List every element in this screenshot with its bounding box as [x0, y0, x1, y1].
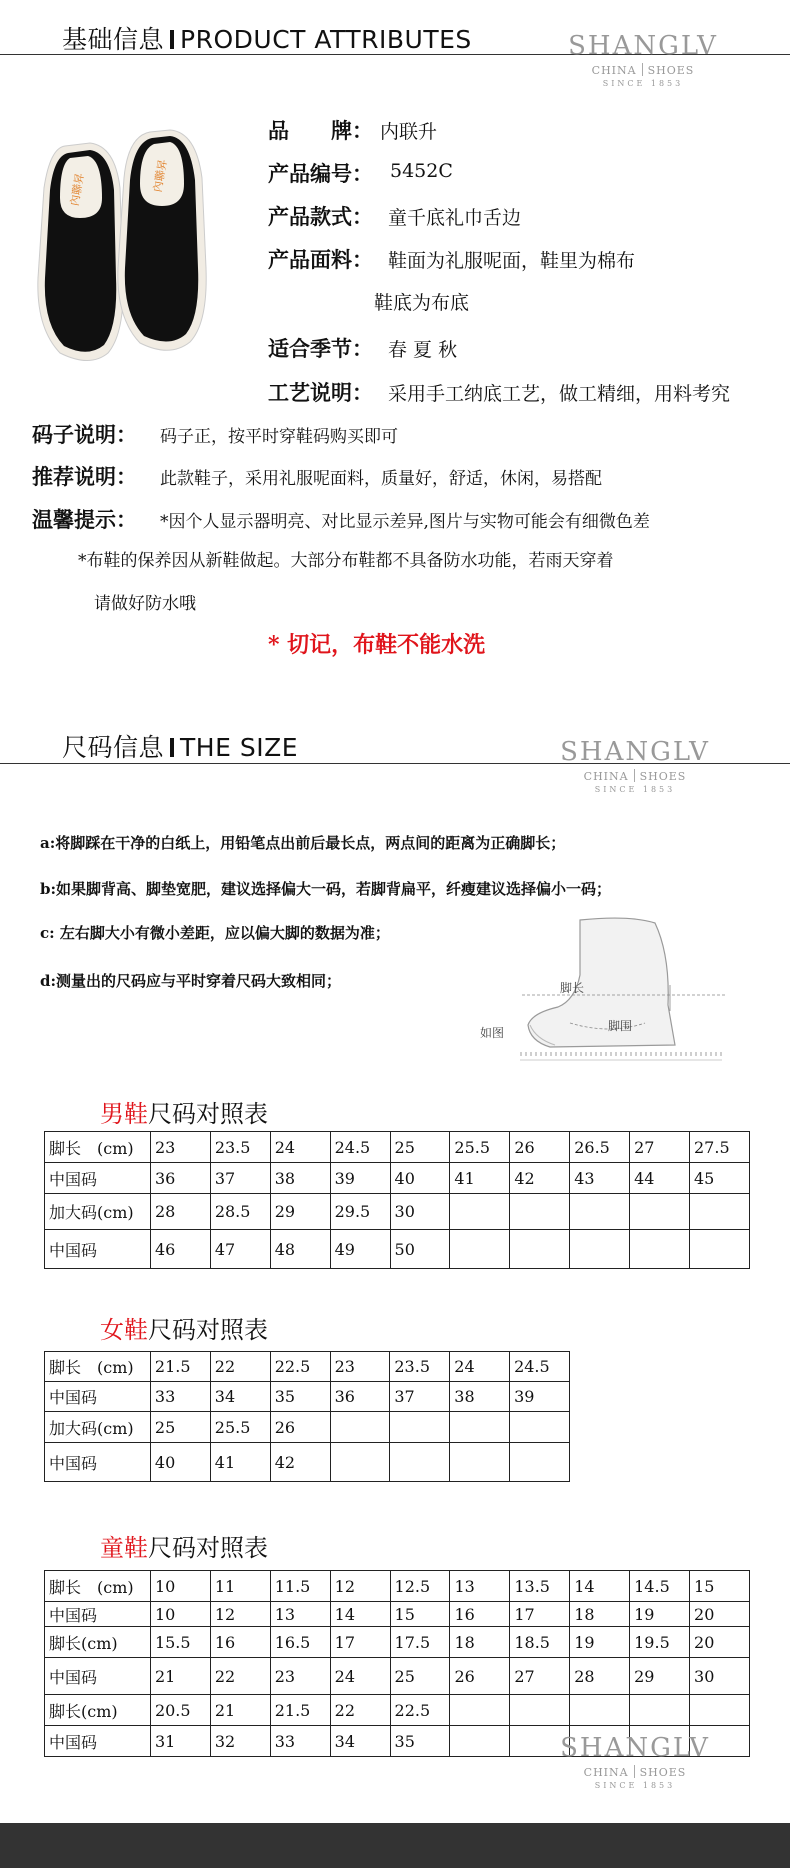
- logo-name: SHANGLV: [560, 737, 710, 767]
- table-cell: 47: [210, 1230, 270, 1269]
- table-cell: 19: [570, 1627, 630, 1658]
- table-cell: 35: [270, 1382, 330, 1412]
- table-cell: 21: [150, 1658, 210, 1695]
- table-cell: 40: [150, 1443, 210, 1482]
- table-cell: 17: [330, 1627, 390, 1658]
- table-row: [45, 1695, 750, 1726]
- women-size-table: [44, 1351, 570, 1482]
- table-cell: 23: [150, 1132, 210, 1163]
- logo-name: SHANGLV: [568, 31, 718, 61]
- table-cell: 33: [270, 1726, 330, 1757]
- table-cell: 46: [150, 1230, 210, 1269]
- attr-brand-label: 品 牌：: [268, 118, 373, 143]
- foot-diagram: [470, 915, 730, 1065]
- attr-material-value2: 鞋底为布底: [374, 292, 470, 314]
- table-cell: [630, 1194, 690, 1230]
- table-cell: 41: [450, 1163, 510, 1194]
- logo-right: SHOES: [639, 1766, 687, 1779]
- table-cell: 21.5: [150, 1352, 210, 1382]
- table-cell: 44: [630, 1163, 690, 1194]
- logo-since: SINCE 1853: [594, 785, 676, 794]
- table-cell: [570, 1194, 630, 1230]
- attr-code-value: 5452C: [390, 160, 453, 182]
- table-cell: 40: [390, 1163, 450, 1194]
- brand-logo: [560, 738, 710, 795]
- table-cell: 37: [210, 1163, 270, 1194]
- logo-since: SINCE 1853: [602, 79, 684, 88]
- table-cell: 31: [150, 1726, 210, 1757]
- table-cell: 20.5: [150, 1695, 210, 1726]
- table-cell: 24.5: [330, 1132, 390, 1163]
- table-cell: 27.5: [690, 1132, 750, 1163]
- size-note-label: 码子说明：: [32, 422, 137, 447]
- table-cell: 23.5: [390, 1352, 450, 1382]
- table-row: [45, 1602, 750, 1627]
- table-cell: 14.5: [630, 1571, 690, 1602]
- table-cell: 25.5: [210, 1412, 270, 1443]
- table-cell: 34: [330, 1726, 390, 1757]
- attr-code-label: 产品编号：: [268, 161, 373, 186]
- shoe-photo: [30, 128, 230, 368]
- table-cell: 12: [330, 1571, 390, 1602]
- right-shoe: [118, 130, 206, 350]
- table-cell: 30: [690, 1658, 750, 1695]
- logo-right: SHOES: [639, 770, 687, 783]
- row-header-cell: 中国码: [45, 1163, 151, 1194]
- table-cell: [510, 1412, 570, 1443]
- tip-note-text3: 请做好防水哦: [94, 594, 196, 614]
- row-header-cell: 中国码: [45, 1230, 151, 1269]
- table-cell: 23.5: [210, 1132, 270, 1163]
- attr-craft-label: 工艺说明：: [268, 380, 373, 405]
- title-divider: [170, 30, 174, 49]
- women-table-title: [100, 1310, 268, 1345]
- row-header-cell: 脚长 (cm): [45, 1352, 151, 1382]
- table-cell: 42: [510, 1163, 570, 1194]
- logo-since: SINCE 1853: [594, 1781, 676, 1790]
- table-cell: 37: [390, 1382, 450, 1412]
- attr-material-label: 产品面料：: [268, 247, 373, 272]
- size-note-text: 码子正，按平时穿鞋码购买即可: [160, 427, 398, 447]
- svg-text:內聯昇: 內聯昇: [151, 158, 170, 194]
- diagram-girth-label: 脚围: [608, 1019, 633, 1033]
- row-header-cell: 中国码: [45, 1443, 151, 1482]
- table-row: [45, 1352, 570, 1382]
- table-cell: 12: [210, 1602, 270, 1627]
- table-row: [45, 1443, 570, 1482]
- table-cell: 17.5: [390, 1627, 450, 1658]
- table-cell: [450, 1412, 510, 1443]
- table-cell: 38: [270, 1163, 330, 1194]
- table-cell: 14: [330, 1602, 390, 1627]
- table-cell: 26: [450, 1658, 510, 1695]
- row-header-cell: 中国码: [45, 1726, 151, 1757]
- diagram-length-label: 脚长: [560, 981, 585, 995]
- table-cell: 18.5: [510, 1627, 570, 1658]
- table-cell: [510, 1695, 570, 1726]
- table-cell: 15: [690, 1571, 750, 1602]
- table-cell: 13: [270, 1602, 330, 1627]
- table-cell: 49: [330, 1230, 390, 1269]
- table-cell: 36: [150, 1163, 210, 1194]
- table-cell: 22: [330, 1695, 390, 1726]
- diagram-caption: 如图: [480, 1026, 505, 1040]
- table-cell: 41: [210, 1443, 270, 1482]
- table-cell: 33: [150, 1382, 210, 1412]
- table-cell: 42: [270, 1443, 330, 1482]
- table-cell: 48: [270, 1230, 330, 1269]
- table-cell: 25: [150, 1412, 210, 1443]
- table-cell: 26: [270, 1412, 330, 1443]
- title-divider: [170, 738, 174, 757]
- men-title-rest: 尺码对照表: [148, 1100, 268, 1128]
- table-cell: 28: [570, 1658, 630, 1695]
- attr-season-label: 适合季节：: [268, 336, 373, 361]
- tip-note-text2: *布鞋的保养因从新鞋做起。大部分布鞋都不具备防水功能，若雨天穿着: [78, 551, 614, 571]
- table-cell: 25: [390, 1132, 450, 1163]
- table-cell: [450, 1194, 510, 1230]
- table-cell: 19.5: [630, 1627, 690, 1658]
- table-cell: 16: [210, 1627, 270, 1658]
- table-cell: [690, 1230, 750, 1269]
- table-cell: [390, 1412, 450, 1443]
- table-cell: 21: [210, 1695, 270, 1726]
- table-cell: 16: [450, 1602, 510, 1627]
- table-cell: [450, 1230, 510, 1269]
- table-cell: 10: [150, 1571, 210, 1602]
- table-cell: 16.5: [270, 1627, 330, 1658]
- table-cell: 22: [210, 1352, 270, 1382]
- table-cell: [450, 1726, 510, 1757]
- attr-brand-value: 内联升: [380, 121, 438, 143]
- size-step-b: b:如果脚背高、脚垫宽肥，建议选择偏大一码，若脚背扁平，纤瘦建议选择偏小一码；: [40, 880, 612, 898]
- logo-left: CHINA: [583, 1766, 629, 1779]
- size-title-en: THE SIZE: [180, 733, 298, 762]
- row-header-cell: 中国码: [45, 1658, 151, 1695]
- table-cell: 22.5: [270, 1352, 330, 1382]
- table-cell: 23: [330, 1352, 390, 1382]
- table-cell: 12.5: [390, 1571, 450, 1602]
- size-step-a: a:将脚踩在干净的白纸上，用铅笔点出前后最长点，两点间的距离为正确脚长；: [40, 834, 566, 852]
- table-cell: 15.5: [150, 1627, 210, 1658]
- wash-warning: * 切记，布鞋不能水洗: [268, 632, 486, 658]
- table-row: [45, 1194, 750, 1230]
- table-cell: 11.5: [270, 1571, 330, 1602]
- size-title-cn: 尺码信息: [62, 733, 165, 762]
- table-cell: 15: [390, 1602, 450, 1627]
- row-header-cell: 脚长(cm): [45, 1627, 151, 1658]
- product-title-cn: 基础信息: [62, 25, 165, 54]
- rec-note-text: 此款鞋子，采用礼服呢面料，质量好，舒适，休闲，易搭配: [160, 469, 602, 489]
- table-cell: [510, 1194, 570, 1230]
- table-row: [45, 1571, 750, 1602]
- table-cell: [450, 1443, 510, 1482]
- table-row: [45, 1163, 750, 1194]
- table-cell: [510, 1230, 570, 1269]
- table-cell: 39: [330, 1163, 390, 1194]
- table-cell: 38: [450, 1382, 510, 1412]
- brand-logo: [568, 32, 718, 89]
- table-row: [45, 1627, 750, 1658]
- size-step-c: c: 左右脚大小有微小差距，应以偏大脚的数据为准；: [40, 924, 390, 942]
- table-cell: 20: [690, 1602, 750, 1627]
- table-cell: 24: [330, 1658, 390, 1695]
- tip-note-text1: *因个人显示器明亮、对比显示差异,图片与实物可能会有细微色差: [160, 512, 650, 532]
- tip-note-label: 温馨提示：: [32, 507, 137, 532]
- table-cell: 50: [390, 1230, 450, 1269]
- table-cell: 23: [270, 1658, 330, 1695]
- table-cell: 28.5: [210, 1194, 270, 1230]
- table-row: [45, 1382, 570, 1412]
- men-size-table: [44, 1131, 750, 1269]
- table-row: [45, 1412, 570, 1443]
- women-title-rest: 尺码对照表: [148, 1316, 268, 1344]
- table-cell: [450, 1695, 510, 1726]
- table-cell: 24: [450, 1352, 510, 1382]
- men-table-title: [100, 1094, 268, 1129]
- table-cell: 29: [630, 1658, 690, 1695]
- table-cell: [630, 1230, 690, 1269]
- table-cell: 26: [510, 1132, 570, 1163]
- table-cell: 27: [510, 1658, 570, 1695]
- table-cell: 18: [450, 1627, 510, 1658]
- row-header-cell: 脚长 (cm): [45, 1132, 151, 1163]
- row-header-cell: 加大码(cm): [45, 1412, 151, 1443]
- table-cell: 34: [210, 1382, 270, 1412]
- table-cell: 20: [690, 1627, 750, 1658]
- footer-bar: [0, 1823, 790, 1868]
- product-section-title: [62, 20, 472, 56]
- table-cell: 10: [150, 1602, 210, 1627]
- kids-title-rest: 尺码对照表: [148, 1534, 268, 1562]
- logo-left: CHINA: [591, 64, 637, 77]
- table-cell: [330, 1412, 390, 1443]
- table-cell: 45: [690, 1163, 750, 1194]
- table-cell: 39: [510, 1382, 570, 1412]
- table-cell: [690, 1194, 750, 1230]
- logo-left: CHINA: [583, 770, 629, 783]
- row-header-cell: 中国码: [45, 1602, 151, 1627]
- size-step-d: d:测量出的尺码应与平时穿着尺码大致相同；: [40, 972, 342, 990]
- svg-text:內聯昇: 內聯昇: [68, 172, 87, 207]
- attr-season-value: 春 夏 秋: [388, 339, 458, 361]
- logo-right: SHOES: [647, 64, 695, 77]
- attr-style-label: 产品款式：: [268, 204, 373, 229]
- table-cell: 36: [330, 1382, 390, 1412]
- table-cell: 17: [510, 1602, 570, 1627]
- table-cell: 29.5: [330, 1194, 390, 1230]
- table-cell: 18: [570, 1602, 630, 1627]
- table-cell: 27: [630, 1132, 690, 1163]
- table-row: [45, 1230, 750, 1269]
- attr-material-value: 鞋面为礼服呢面，鞋里为棉布: [388, 250, 636, 272]
- table-cell: [390, 1443, 450, 1482]
- table-cell: 32: [210, 1726, 270, 1757]
- table-row: [45, 1658, 750, 1695]
- row-header-cell: 脚长(cm): [45, 1695, 151, 1726]
- table-cell: 24.5: [510, 1352, 570, 1382]
- table-cell: 14: [570, 1571, 630, 1602]
- row-header-cell: 脚长 (cm): [45, 1571, 151, 1602]
- table-cell: 13: [450, 1571, 510, 1602]
- table-cell: 22.5: [390, 1695, 450, 1726]
- kids-size-table: [44, 1570, 750, 1757]
- table-cell: 25.5: [450, 1132, 510, 1163]
- table-cell: 30: [390, 1194, 450, 1230]
- table-cell: 24: [270, 1132, 330, 1163]
- kids-title-red: 童鞋: [100, 1534, 148, 1562]
- women-title-red: 女鞋: [100, 1316, 148, 1344]
- table-cell: 29: [270, 1194, 330, 1230]
- table-cell: 11: [210, 1571, 270, 1602]
- men-title-red: 男鞋: [100, 1100, 148, 1128]
- kids-table-title: [100, 1528, 268, 1563]
- table-row: [45, 1132, 750, 1163]
- table-cell: [510, 1443, 570, 1482]
- table-cell: 26.5: [570, 1132, 630, 1163]
- table-cell: 35: [390, 1726, 450, 1757]
- row-header-cell: 加大码(cm): [45, 1194, 151, 1230]
- brand-logo: [560, 1734, 710, 1791]
- row-header-cell: 中国码: [45, 1382, 151, 1412]
- attr-craft-value: 采用手工纳底工艺，做工精细，用料考究: [388, 383, 731, 405]
- table-cell: [330, 1443, 390, 1482]
- size-section-title: [62, 728, 298, 764]
- table-cell: 28: [150, 1194, 210, 1230]
- rec-note-label: 推荐说明：: [32, 464, 137, 489]
- table-cell: [630, 1695, 690, 1726]
- logo-name: SHANGLV: [560, 1733, 710, 1763]
- left-shoe: [38, 143, 123, 361]
- table-cell: 19: [630, 1602, 690, 1627]
- product-title-en: PRODUCT ATTRIBUTES: [180, 25, 472, 54]
- table-cell: 21.5: [270, 1695, 330, 1726]
- table-cell: 43: [570, 1163, 630, 1194]
- table-cell: 22: [210, 1658, 270, 1695]
- table-cell: [570, 1695, 630, 1726]
- table-cell: [570, 1230, 630, 1269]
- attr-style-value: 童千底礼巾舌边: [388, 207, 522, 229]
- table-cell: [690, 1695, 750, 1726]
- table-cell: 25: [390, 1658, 450, 1695]
- table-cell: 13.5: [510, 1571, 570, 1602]
